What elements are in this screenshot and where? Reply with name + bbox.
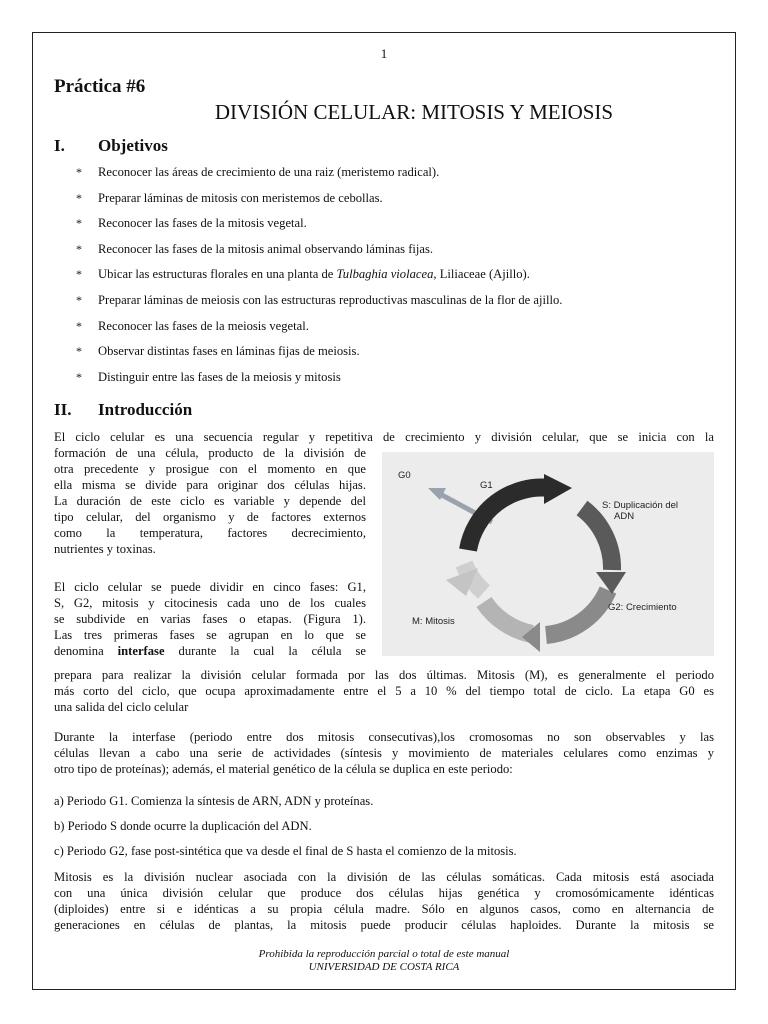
bullet: *	[76, 292, 82, 307]
footer-line-2: UNIVERSIDAD DE COSTA RICA	[308, 961, 460, 973]
intro-paragraph-2-full: prepara para realizar la división celular formada por las dos últimas. Mitosis (M), es generalmente el periodo más corto del ciclo, que ocupa aproximadamente entre el 5 a 10 % del tiempo total de ciclo. La etapa G0 es una salida del ciclo celular	[54, 668, 714, 714]
bullet: *	[76, 344, 82, 359]
bullet: *	[76, 190, 82, 205]
interfase-term: interfase	[117, 644, 165, 658]
m-segment-2	[484, 602, 532, 634]
period-g2-item: c) Periodo G2, fase post-sintética que va desde el final de S hasta el comienzo de la mitosis.	[54, 844, 517, 858]
species-name: Tulbaghia violacea	[336, 267, 434, 282]
g1-arrow-head	[544, 474, 572, 504]
list-item: * Reconocer las fases de la mitosis vegetal.	[72, 211, 712, 237]
list-item: * Ubicar las estructuras florales en una planta de Tulbaghia violacea, Liliaceae (Ajillo).	[72, 262, 712, 288]
section-objetivos-heading	[54, 136, 168, 156]
section-title: Introducción	[98, 400, 193, 419]
section-title: Objetivos	[98, 136, 168, 155]
bullet: *	[76, 165, 82, 179]
list-item: * Reconocer las áreas de crecimiento de una raiz (meristemo radical).	[72, 160, 712, 186]
intro-paragraph-4: Mitosis es la división nuclear asociada con la división de las células somáticas. Cada mitosis está asociada con una única división celular que produce dos células hijas genética y cromosómicamente idénticas (diploides) entre si e idénticas a su propia célula madre. Sólo en algunos casos, como en alternancia de generaciones en células de plantas, la mitosis puede producir células haploides. Durante la mitosis se	[54, 870, 714, 932]
period-g1-item: a) Periodo G1. Comienza la síntesis de ARN, ADN y proteínas.	[54, 794, 374, 808]
list-item: * Distinguir entre las fases de la meiosis y mitosis	[72, 365, 712, 391]
main-title	[0, 100, 768, 125]
g2-label: G2: Crecimiento	[608, 602, 677, 613]
footer	[0, 948, 768, 974]
list-item: * Observar distintas fases en láminas fijas de meiosis.	[72, 339, 712, 365]
main-title-text: DIVISIÓN CELULAR: MITOSIS Y MEIOSIS	[214, 100, 614, 124]
section-number: I.	[54, 136, 65, 155]
bullet: *	[76, 267, 82, 282]
bullet: *	[76, 318, 82, 333]
list-item: * Reconocer las fases de la mitosis animal observando láminas fijas.	[72, 237, 712, 263]
m-label: M: Mitosis	[412, 616, 455, 627]
g1-label: G1	[480, 480, 493, 491]
bullet: *	[76, 369, 82, 384]
g0-label: G0	[398, 470, 411, 481]
g1-segment	[468, 488, 550, 550]
practice-title: Práctica #6	[54, 76, 146, 97]
g2-segment	[546, 590, 608, 635]
list-item: * Preparar láminas de meiosis con las estructuras reproductivas masculinas de la flor de ajillo.	[72, 288, 712, 314]
intro-paragraph-2-narrow: El ciclo celular se puede dividir en cinco fases: G1, S, G2, mitosis y citocinesis cada uno de los cuales se subdivide en varias fases o etapas. (Figura 1). Las tres primeras fases se agrupan en lo que se denomina interfase durante la cual la célula se	[54, 580, 366, 658]
period-s-item: b) Periodo S donde ocurre la duplicación del ADN.	[54, 819, 312, 833]
section-introduccion-heading	[54, 400, 192, 420]
footer-line-1: Prohibida la reproducción parcial o total de este manual	[258, 948, 510, 960]
intro-paragraph-3: Durante la interfase (periodo entre dos mitosis consecutivas),los cromosomas no son observables y las células llevan a cabo una serie de actividades (síntesis y movimiento de materiales celulares como enzimas y otro tipo de proteínas); además, el material genético de la célula se duplica en este periodo:	[54, 730, 714, 776]
intro-paragraph-1-first-line: El ciclo celular es una secuencia regular y repetitiva de crecimiento y división celular, que se inicia con la	[54, 430, 714, 444]
cell-cycle-figure	[382, 452, 714, 656]
bullet: *	[76, 241, 82, 256]
bullet: *	[76, 216, 82, 231]
objectives-list	[72, 160, 712, 390]
page-number: 1	[380, 46, 388, 61]
section-number: II.	[54, 400, 72, 419]
intro-paragraph-1-narrow: formación de una célula, producto de la división de otra precedente y prosigue con el momento en que ella misma se divide para originar dos células hijas. La duración de este ciclo es variable y depende del tipo celular, del organismo y de factores externos como la temperatura, factores decrecimiento, nutrientes y toxinas.	[54, 446, 366, 556]
list-item: * Preparar láminas de mitosis con meristemos de cebollas.	[72, 186, 712, 212]
s-label: S: Duplicación del ADN	[602, 500, 679, 522]
list-item: * Reconocer las fases de la meiosis vegetal.	[72, 314, 712, 340]
